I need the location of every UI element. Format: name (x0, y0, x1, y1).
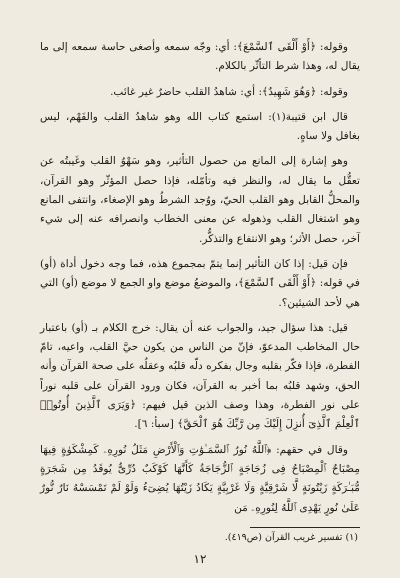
paragraph: وهو إشارة إلى المانع من حصول التأثير، وهو سَهْوُ القلب وغَيبتُه عن تعقُّل ما يقال له، والنظر فيه وتأمّله، فإذا حصل المؤثّر وهو القرآن، والمحلُّ القابل وهو القلب الحيّ، ووُجد الشرطُ وهو الإصغاء، وانتفى المانع وهو اشتغال القلب وذهوله عن معنى الخطاب وانصرافه عنه إلى شيء آخر، حصل الأثر؛ وهو الانتفاع والتذكُّر. (40, 155, 360, 245)
footnote-divider (250, 527, 360, 528)
paragraph: وقال في حقهم: ﴿ٱللَّهُ نُورُ ٱلسَّمَـٰوَٰتِ وَٱلْأَرْضِ مَثَلُ نُورِهِۦ كَمِشْكَوٰةٍ فِيهَا مِصْبَاحٌ ٱلْمِصْبَاحُ فِى زُجَاجَةٍ ٱلزُّجَاجَةُ كَأَنَّهَا كَوْكَبٌ دُرِّىٌّ يُوقَدُ مِن شَجَرَةٍ مُّبَـٰرَكَةٍ زَيْتُونَةٍ لَّا شَرْقِيَّةٍ وَلَا غَرْبِيَّةٍ يَكَادُ زَيْتُهَا يُضِىٓءُ وَلَوْ لَمْ تَمْسَسْهُ نَارٌ نُّورٌ عَلَىٰ نُورٍ يَهْدِى ٱللَّهُ لِنُورِهِۦ مَن (40, 443, 360, 514)
paragraph: قيل: هذا سؤال جيد، والجواب عنه أن يقال: خرج الكلام بـ (أو) باعتبار حال المخاطب المدعوّ، فإنّ من الناس من يكون حيَّ القلب، واعيه، تامّ الفطرة، فإذا فكّر بقلبه وجال بفكره دلّه قلبُه وعقلُه على صحة القرآن وأنه الحق، وشهد قلبُه بما أخبر به القرآن، فكان ورود القرآن على قلبه نوراً على نور الفطرة، وهذا وصف الذين قيل فيهم: ﴿وَيَرَى ٱلَّذِينَ أُوتُوا۟ ٱلْعِلْمَ ٱلَّذِىٓ أُنزِلَ إِلَيْكَ مِن رَّبِّكَ هُوَ ٱلْحَقَّ﴾ [سبأ: ٦]. (40, 321, 360, 431)
footnote: (١) تفسير غريب القرآن (ص٤١٩). (224, 532, 358, 543)
paragraph: قال ابن قتيبة(١): استمع كتاب الله وهو شاهدُ القلب والفَهْم، ليس بغافل ولا ساهٍ. (40, 110, 360, 143)
body-text (40, 38, 360, 524)
page-number: ١٢ (193, 552, 207, 566)
paragraph: فإن قيل: إذا كان التأثير إنما يتمّ بمجموع هذه، فما وجه دخول أداة (أو) في قوله: ﴿أَوْ أَلْقَى ٱلسَّمْعَ﴾، والموضعُ موضع واو الجمع لا موضع (أو) التي هي لأحد الشيئين؟. (40, 257, 360, 309)
paragraph: وقوله: ﴿وَهُوَ شَهِيدٌ﴾: أي: شاهدُ القلب حاضرٌ غير غائب. (110, 85, 348, 98)
paragraph: وقوله: ﴿أَوْ أَلْقَى ٱلسَّمْعَ﴾: أي: وجّه سمعه وأصغى حاسة سمعه إلى ما يقال له، وهذا شرط التأثّر بالكلام. (40, 41, 360, 73)
